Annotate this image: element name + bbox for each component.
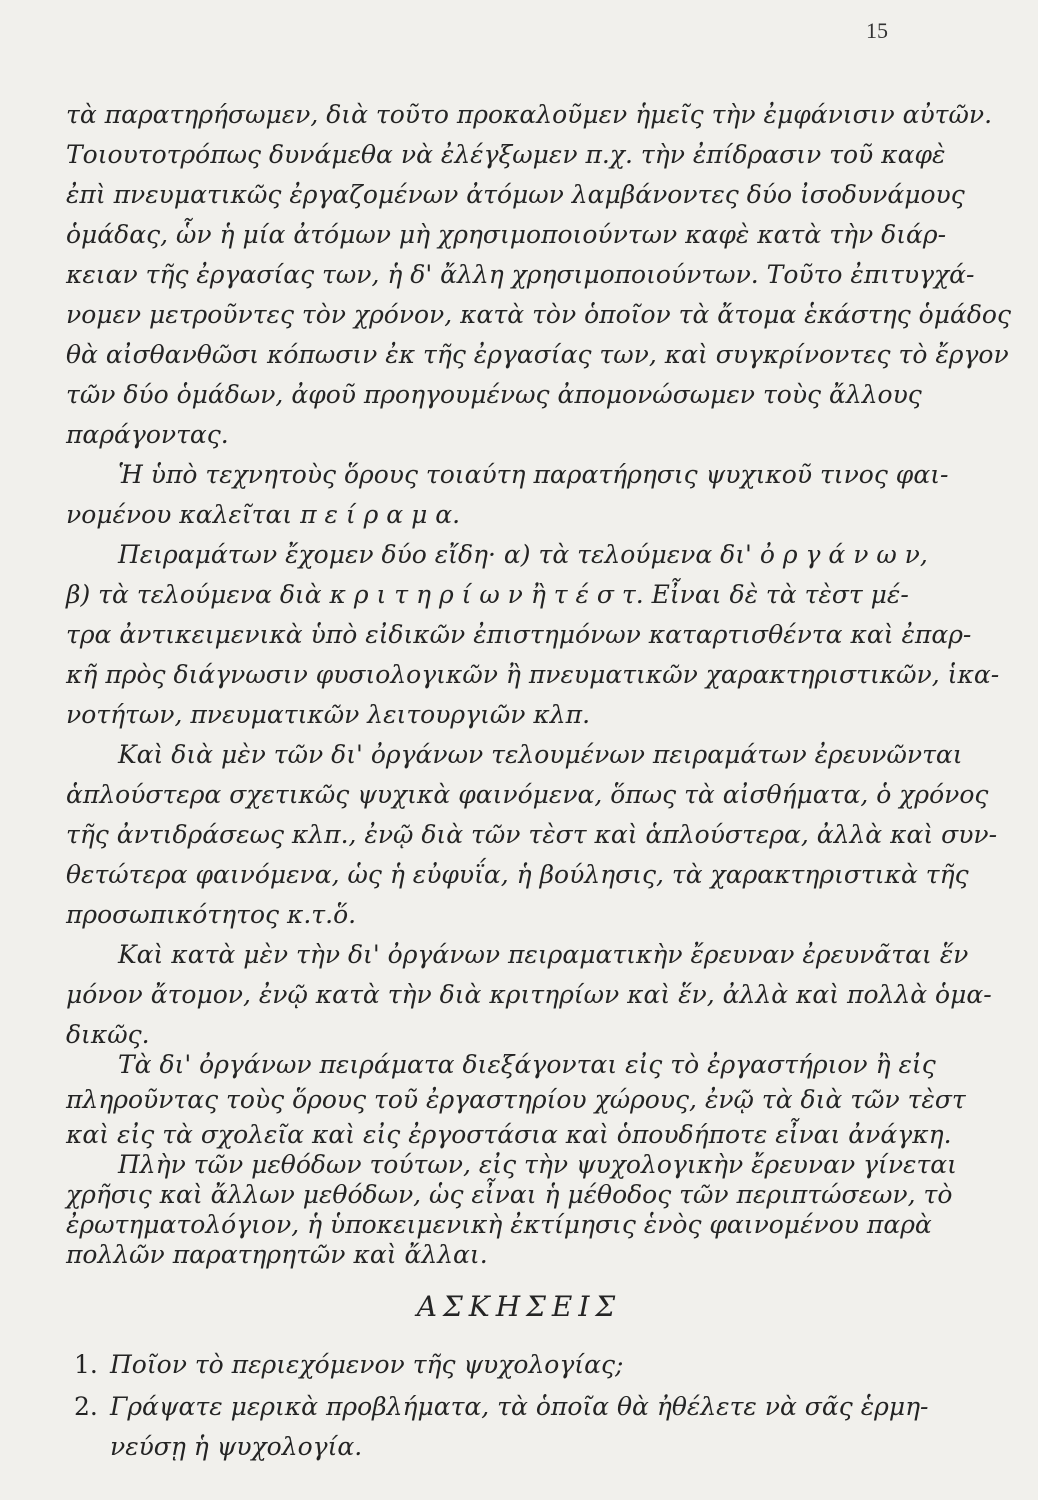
- text-line: Καὶ διὰ μὲν τῶν δι' ὀργάνων τελουμένων πειραμάτων ἐρευνῶνται: [118, 740, 963, 769]
- text-line: Τοιουτοτρόπως δυνάμεθα νὰ ἐλέγξωμεν π.χ. τὴν ἐπίδρασιν τοῦ καφὲ: [66, 140, 946, 169]
- text-line: τρα ἀντικειμενικὰ ὑπὸ εἰδικῶν ἐπιστημόνων καταρτισθέντα καὶ ἐπαρ-: [66, 620, 972, 649]
- section-heading: ΑΣΚΗΣΕΙΣ: [416, 1290, 622, 1323]
- text-line: χρῆσις καὶ ἄλλων μεθόδων, ὡς εἶναι ἡ μέθοδος τῶν περιπτώσεων, τὸ: [66, 1180, 953, 1209]
- text-line: πολλῶν παρατηρητῶν καὶ ἄλλαι.: [66, 1240, 488, 1269]
- text-line: τὰ παρατηρήσωμεν, διὰ τοῦτο προκαλοῦμεν ἡμεῖς τὴν ἐμφάνισιν αὐτῶν.: [66, 100, 993, 129]
- text-line: τῆς ἀντιδράσεως κλπ., ἐνῷ διὰ τῶν τὲστ καὶ ἁπλούστερα, ἀλλὰ καὶ συν-: [66, 820, 998, 849]
- exercise-number: 2.: [74, 1392, 98, 1421]
- text-line: νοτήτων, πνευματικῶν λειτουργιῶν κλπ.: [66, 700, 591, 729]
- text-line: κῆ πρὸς διάγνωσιν φυσιολογικῶν ἢ πνευματικῶν χαρακτηριστικῶν, ἱκα-: [66, 660, 1000, 689]
- text-line: θὰ αἰσθανθῶσι κόπωσιν ἐκ τῆς ἐργασίας των, καὶ συγκρίνοντες τὸ ἔργον: [66, 340, 1009, 369]
- exercise-text: Ποῖον τὸ περιεχόμενον τῆς ψυχολογίας;: [110, 1350, 624, 1379]
- text-line: β) τὰ τελούμενα διὰ κ ρ ι τ η ρ ί ω ν ἢ τ έ σ τ. Εἶναι δὲ τὰ τὲστ μέ-: [66, 580, 909, 609]
- page-number: 15: [866, 18, 888, 43]
- exercise-item: [74, 1350, 623, 1380]
- text-line: μόνον ἄτομον, ἐνῷ κατὰ τὴν διὰ κριτηρίων καὶ ἕν, ἀλλὰ καὶ πολλὰ ὁμα-: [66, 980, 992, 1009]
- text-line: δικῶς.: [66, 1020, 150, 1049]
- text-line: ἁπλούστερα σχετικῶς ψυχικὰ φαινόμενα, ὅπως τὰ αἰσθήματα, ὁ χρόνος: [66, 780, 989, 809]
- text-line: Τὰ δι' ὀργάνων πειράματα διεξάγονται εἰς τὸ ἐργαστήριον ἢ εἰς: [118, 1050, 936, 1079]
- text-line: Πειραμάτων ἔχομεν δύο εἴδη· α) τὰ τελούμενα δι' ὀ ρ γ ά ν ω ν,: [118, 540, 928, 569]
- text-line: θετώτερα φαινόμενα, ὡς ἡ εὐφυΐα, ἡ βούλησις, τὰ χαρακτηριστικὰ τῆς: [66, 860, 969, 889]
- text-line: νομένου καλεῖται π ε ί ρ α μ α.: [66, 500, 461, 529]
- text-line: παράγοντας.: [66, 420, 229, 449]
- text-line: ἐπὶ πνευματικῶς ἐργαζομένων ἀτόμων λαμβάνοντες δύο ἰσοδυνάμους: [66, 180, 965, 209]
- text-line: Καὶ κατὰ μὲν τὴν δι' ὀργάνων πειραματικὴν ἔρευναν ἐρευνᾶται ἕν: [118, 940, 969, 969]
- text-line: ἐρωτηματολόγιον, ἡ ὑποκειμενικὴ ἐκτίμησις ἑνὸς φαινομένου παρὰ: [66, 1210, 932, 1239]
- text-line: Πλὴν τῶν μεθόδων τούτων, εἰς τὴν ψυχολογικὴν ἔρευναν γίνεται: [118, 1150, 957, 1179]
- text-line: Ἡ ὑπὸ τεχνητοὺς ὅρους τοιαύτη παρατήρησις ψυχικοῦ τινος φαι-: [118, 460, 949, 489]
- exercise-continuation: νεύσῃ ἡ ψυχολογία.: [110, 1432, 363, 1461]
- text-line: πληροῦντας τοὺς ὅρους τοῦ ἐργαστηρίου χώρους, ἐνῷ τὰ διὰ τῶν τὲστ: [66, 1085, 966, 1114]
- text-line: τῶν δύο ὁμάδων, ἀφοῦ προηγουμένως ἀπομονώσωμεν τοὺς ἄλλους: [66, 380, 922, 409]
- text-line: προσωπικότητος κ.τ.ὅ.: [66, 900, 357, 929]
- text-line: κειαν τῆς ἐργασίας των, ἡ δ' ἄλλη χρησιμοποιούντων. Τοῦτο ἐπιτυγχά-: [66, 260, 975, 289]
- exercise-number: 1.: [74, 1350, 98, 1379]
- exercise-item: [74, 1392, 929, 1422]
- text-line: νομεν μετροῦντες τὸν χρόνον, κατὰ τὸν ὁποῖον τὰ ἄτομα ἑκάστης ὁμάδος: [66, 300, 1011, 329]
- text-line: ὁμάδας, ὧν ἡ μία ἀτόμων μὴ χρησιμοποιούντων καφὲ κατὰ τὴν διάρ-: [66, 220, 947, 249]
- text-line: καὶ εἰς τὰ σχολεῖα καὶ εἰς ἐργοστάσια καὶ ὁπουδήποτε εἶναι ἀνάγκη.: [66, 1120, 952, 1149]
- exercise-text: Γράψατε μερικὰ προβλήματα, τὰ ὁποῖα θὰ ἠθέλετε νὰ σᾶς ἑρμη-: [110, 1392, 929, 1421]
